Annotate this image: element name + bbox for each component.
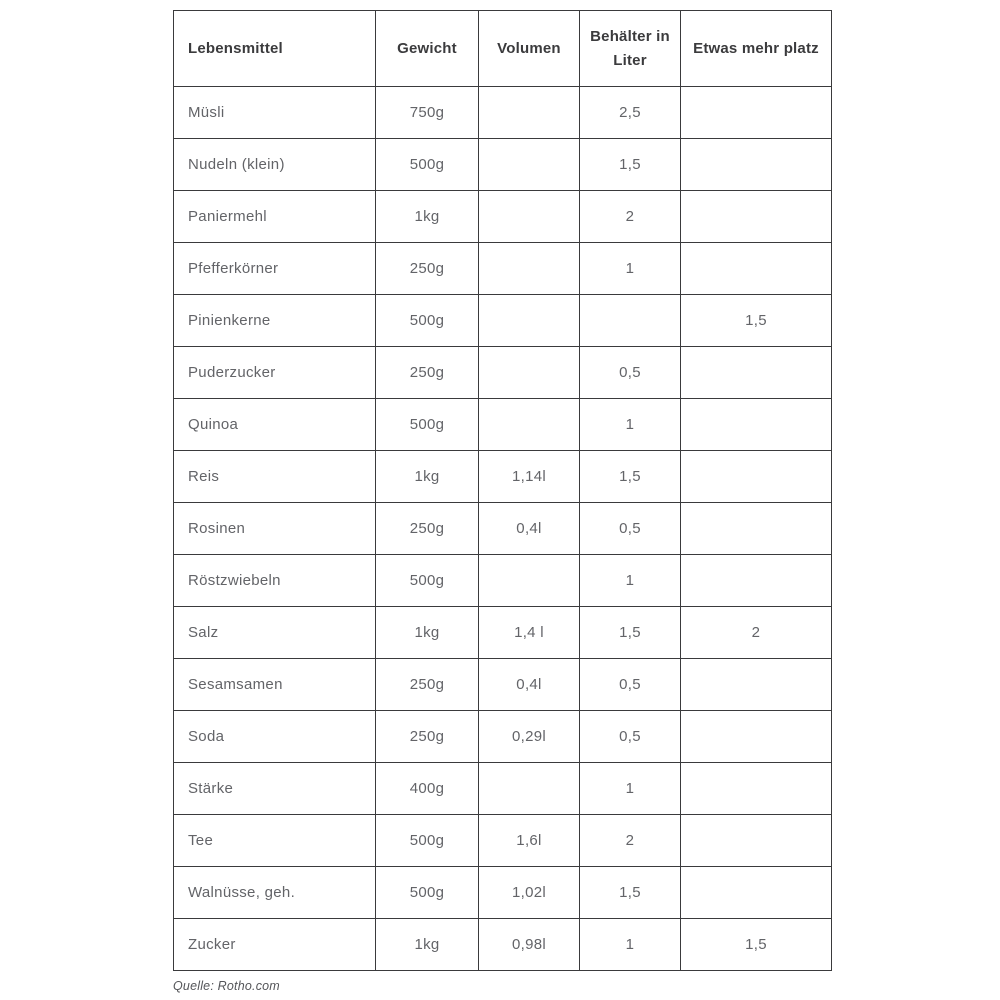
- table-row: [174, 243, 832, 295]
- cell-gewicht: 400g: [376, 763, 479, 815]
- cell-volumen: 0,4l: [479, 659, 580, 711]
- header-lebensmittel: Lebensmittel: [174, 11, 376, 87]
- cell-lebensmittel: Salz: [174, 607, 376, 659]
- cell-behaelter-in-liter: 0,5: [580, 347, 681, 399]
- header-volumen: Volumen: [479, 11, 580, 87]
- header-gewicht: Gewicht: [376, 11, 479, 87]
- cell-gewicht: 500g: [376, 555, 479, 607]
- cell-behaelter-in-liter: 1: [580, 243, 681, 295]
- cell-volumen: [479, 555, 580, 607]
- cell-gewicht: 1kg: [376, 919, 479, 971]
- cell-lebensmittel: Zucker: [174, 919, 376, 971]
- cell-gewicht: 250g: [376, 659, 479, 711]
- table-row: [174, 555, 832, 607]
- cell-gewicht: 750g: [376, 87, 479, 139]
- cell-etwas-mehr-platz: 1,5: [681, 295, 832, 347]
- cell-gewicht: 500g: [376, 867, 479, 919]
- cell-etwas-mehr-platz: [681, 659, 832, 711]
- cell-volumen: 0,29l: [479, 711, 580, 763]
- cell-etwas-mehr-platz: [681, 191, 832, 243]
- cell-volumen: [479, 243, 580, 295]
- cell-etwas-mehr-platz: [681, 243, 832, 295]
- cell-gewicht: 500g: [376, 139, 479, 191]
- cell-gewicht: 1kg: [376, 607, 479, 659]
- cell-volumen: [479, 399, 580, 451]
- cell-etwas-mehr-platz: [681, 139, 832, 191]
- header-row: [174, 11, 832, 87]
- cell-gewicht: 500g: [376, 295, 479, 347]
- cell-behaelter-in-liter: 2: [580, 191, 681, 243]
- cell-lebensmittel: Tee: [174, 815, 376, 867]
- cell-volumen: 1,14l: [479, 451, 580, 503]
- cell-behaelter-in-liter: 1: [580, 919, 681, 971]
- cell-behaelter-in-liter: 1,5: [580, 867, 681, 919]
- cell-etwas-mehr-platz: [681, 815, 832, 867]
- cell-volumen: 1,02l: [479, 867, 580, 919]
- cell-behaelter-in-liter: 2,5: [580, 87, 681, 139]
- food-storage-table: [173, 10, 832, 971]
- cell-lebensmittel: Pfefferkörner: [174, 243, 376, 295]
- cell-volumen: [479, 87, 580, 139]
- cell-behaelter-in-liter: [580, 295, 681, 347]
- cell-behaelter-in-liter: 0,5: [580, 503, 681, 555]
- cell-etwas-mehr-platz: [681, 87, 832, 139]
- cell-lebensmittel: Walnüsse, geh.: [174, 867, 376, 919]
- cell-volumen: 1,6l: [479, 815, 580, 867]
- cell-gewicht: 1kg: [376, 191, 479, 243]
- cell-volumen: 0,4l: [479, 503, 580, 555]
- cell-etwas-mehr-platz: 2: [681, 607, 832, 659]
- cell-lebensmittel: Sesamsamen: [174, 659, 376, 711]
- cell-lebensmittel: Pinienkerne: [174, 295, 376, 347]
- cell-volumen: [479, 295, 580, 347]
- cell-behaelter-in-liter: 0,5: [580, 711, 681, 763]
- cell-behaelter-in-liter: 1: [580, 399, 681, 451]
- cell-gewicht: 500g: [376, 815, 479, 867]
- table-row: [174, 451, 832, 503]
- cell-etwas-mehr-platz: [681, 711, 832, 763]
- cell-gewicht: 250g: [376, 503, 479, 555]
- header-behaelter-in-liter: Behälter in Liter: [580, 11, 681, 87]
- table-row: [174, 607, 832, 659]
- table-row: [174, 139, 832, 191]
- table-row: [174, 503, 832, 555]
- cell-etwas-mehr-platz: [681, 451, 832, 503]
- cell-behaelter-in-liter: 1: [580, 555, 681, 607]
- cell-lebensmittel: Reis: [174, 451, 376, 503]
- cell-volumen: 0,98l: [479, 919, 580, 971]
- cell-gewicht: 500g: [376, 399, 479, 451]
- cell-lebensmittel: Paniermehl: [174, 191, 376, 243]
- cell-etwas-mehr-platz: [681, 763, 832, 815]
- table-row: [174, 87, 832, 139]
- cell-gewicht: 250g: [376, 347, 479, 399]
- cell-lebensmittel: Nudeln (klein): [174, 139, 376, 191]
- table-row: [174, 659, 832, 711]
- cell-etwas-mehr-platz: [681, 503, 832, 555]
- cell-etwas-mehr-platz: [681, 347, 832, 399]
- cell-lebensmittel: Quinoa: [174, 399, 376, 451]
- cell-lebensmittel: Röstzwiebeln: [174, 555, 376, 607]
- source-caption: Quelle: Rotho.com: [173, 979, 280, 993]
- cell-volumen: [479, 347, 580, 399]
- cell-etwas-mehr-platz: [681, 867, 832, 919]
- cell-behaelter-in-liter: 1,5: [580, 139, 681, 191]
- cell-behaelter-in-liter: 1,5: [580, 607, 681, 659]
- cell-lebensmittel: Stärke: [174, 763, 376, 815]
- table-row: [174, 815, 832, 867]
- header-etwas-mehr-platz: Etwas mehr platz: [681, 11, 832, 87]
- table-row: [174, 191, 832, 243]
- table-row: [174, 295, 832, 347]
- cell-gewicht: 1kg: [376, 451, 479, 503]
- table-row: [174, 399, 832, 451]
- cell-behaelter-in-liter: 2: [580, 815, 681, 867]
- cell-etwas-mehr-platz: [681, 555, 832, 607]
- cell-volumen: [479, 191, 580, 243]
- cell-volumen: 1,4 l: [479, 607, 580, 659]
- cell-etwas-mehr-platz: 1,5: [681, 919, 832, 971]
- table-row: [174, 347, 832, 399]
- cell-gewicht: 250g: [376, 711, 479, 763]
- cell-behaelter-in-liter: 1: [580, 763, 681, 815]
- cell-gewicht: 250g: [376, 243, 479, 295]
- cell-volumen: [479, 763, 580, 815]
- table-row: [174, 919, 832, 971]
- cell-lebensmittel: Rosinen: [174, 503, 376, 555]
- cell-lebensmittel: Puderzucker: [174, 347, 376, 399]
- table-row: [174, 867, 832, 919]
- table-row: [174, 711, 832, 763]
- cell-etwas-mehr-platz: [681, 399, 832, 451]
- cell-behaelter-in-liter: 1,5: [580, 451, 681, 503]
- cell-lebensmittel: Soda: [174, 711, 376, 763]
- cell-volumen: [479, 139, 580, 191]
- table-row: [174, 763, 832, 815]
- cell-lebensmittel: Müsli: [174, 87, 376, 139]
- cell-behaelter-in-liter: 0,5: [580, 659, 681, 711]
